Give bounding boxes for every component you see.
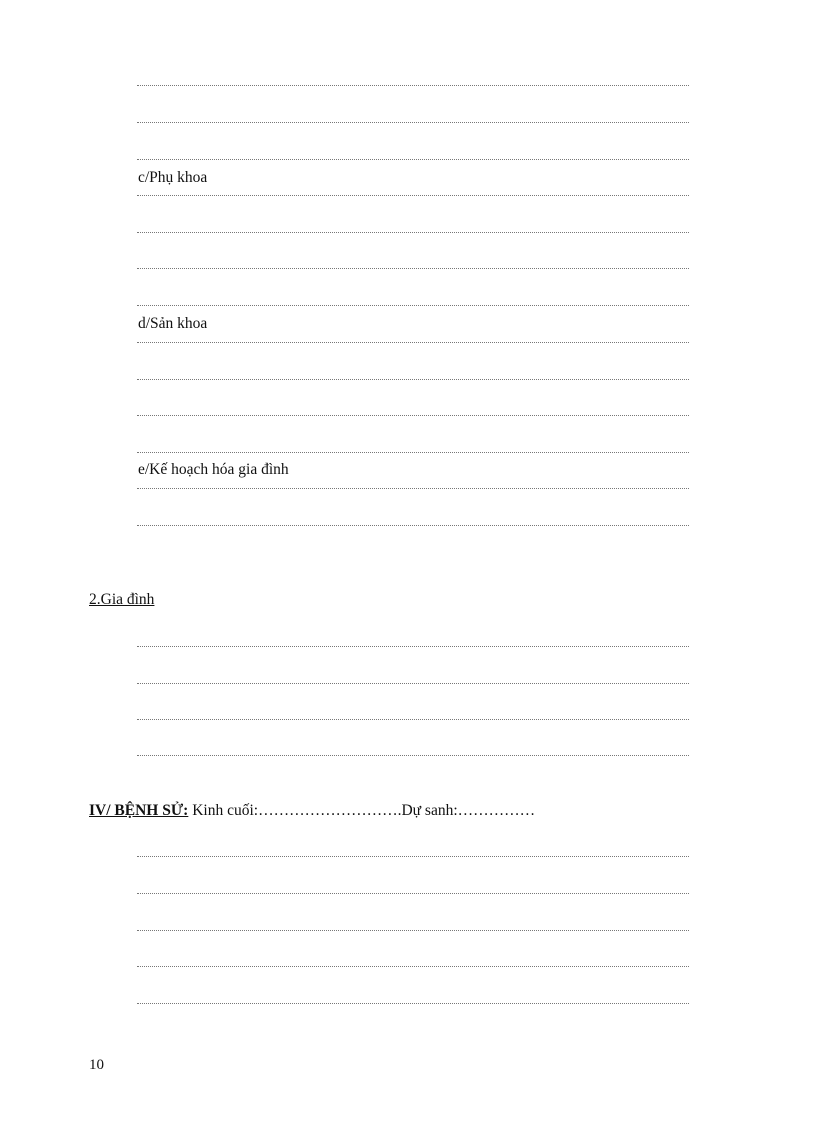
writing-line[interactable]: [137, 683, 689, 684]
writing-line[interactable]: [137, 488, 689, 489]
history-text: Kinh cuối:……………………….Dự sanh:……………: [188, 802, 536, 819]
writing-line[interactable]: [137, 966, 689, 967]
page-number: 10: [89, 1057, 104, 1073]
writing-line[interactable]: [137, 379, 689, 380]
writing-line[interactable]: [137, 342, 689, 343]
writing-line[interactable]: [137, 452, 689, 453]
writing-line[interactable]: [137, 85, 689, 86]
writing-line[interactable]: [137, 893, 689, 894]
history-row: [89, 802, 535, 820]
writing-line[interactable]: [137, 415, 689, 416]
writing-line[interactable]: [137, 646, 689, 647]
writing-line[interactable]: [137, 195, 689, 196]
family-section-label: 2.Gia đình: [89, 591, 155, 608]
writing-line[interactable]: [137, 232, 689, 233]
writing-line[interactable]: [137, 719, 689, 720]
section-c-label: c/Phụ khoa: [138, 169, 208, 186]
writing-line[interactable]: [137, 305, 689, 306]
writing-line[interactable]: [137, 930, 689, 931]
writing-line[interactable]: [137, 856, 689, 857]
section-e-label: e/Kế hoạch hóa gia đình: [138, 461, 289, 478]
writing-line[interactable]: [137, 268, 689, 269]
writing-line[interactable]: [137, 755, 689, 756]
history-heading: IV/ BỆNH SỬ:: [89, 802, 189, 819]
writing-line[interactable]: [137, 525, 689, 526]
writing-line[interactable]: [137, 159, 689, 160]
section-d-label: d/Sản khoa: [138, 315, 208, 332]
writing-line[interactable]: [137, 1003, 689, 1004]
writing-line[interactable]: [137, 122, 689, 123]
